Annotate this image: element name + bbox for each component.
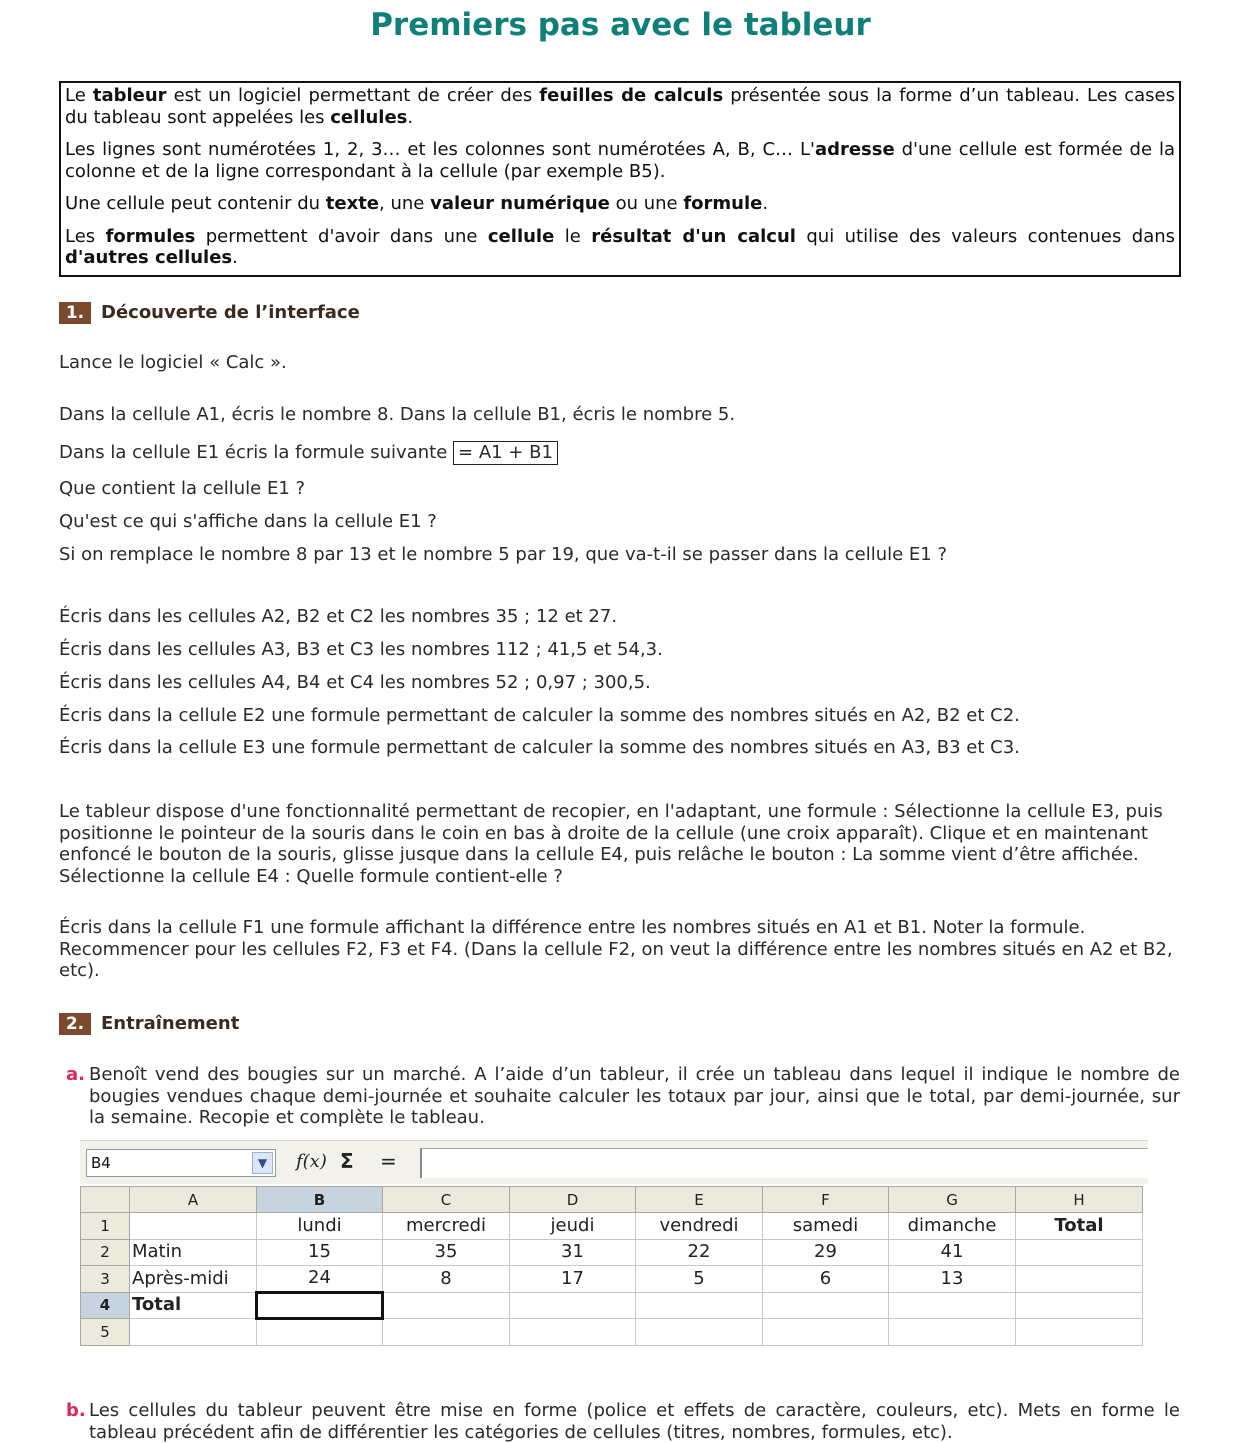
cell-h1[interactable]: Total	[1016, 1213, 1143, 1240]
row-header-1[interactable]: 1	[81, 1213, 130, 1240]
cell-f3[interactable]: 6	[763, 1266, 889, 1293]
cell-a3[interactable]: Après-midi	[130, 1266, 257, 1293]
exercise-a-letter: a.	[66, 1064, 85, 1085]
exercise-b-letter: b.	[66, 1400, 86, 1421]
cell-f1[interactable]: samedi	[763, 1213, 889, 1240]
cell-d4[interactable]	[510, 1292, 636, 1319]
instruction-line: Lance le logiciel « Calc ».	[59, 352, 287, 373]
cell-f4[interactable]	[763, 1292, 889, 1319]
table-row	[81, 1292, 1143, 1319]
row-header-5[interactable]: 5	[81, 1319, 130, 1346]
exercise-b	[66, 1400, 1180, 1443]
cell-g4[interactable]	[889, 1292, 1016, 1319]
section-1-title: Découverte de l’interface	[101, 302, 360, 323]
instruction-text: Dans la cellule E1 écris la formule suivante	[59, 442, 454, 463]
cell-a5[interactable]	[130, 1319, 257, 1346]
instruction-line: Écris dans les cellules A4, B4 et C4 les nombres 52 ; 0,97 ; 300,5.	[59, 672, 651, 693]
column-header-c[interactable]: C	[383, 1187, 510, 1213]
column-header-row	[81, 1187, 1143, 1213]
cell-d3[interactable]: 17	[510, 1266, 636, 1293]
cell-g3[interactable]: 13	[889, 1266, 1016, 1293]
cell-c3[interactable]: 8	[383, 1266, 510, 1293]
cell-b1[interactable]: lundi	[257, 1213, 383, 1240]
cell-b3[interactable]: 24	[257, 1266, 383, 1293]
cell-a2[interactable]: Matin	[130, 1239, 257, 1266]
exercise-a	[66, 1064, 1180, 1129]
page-title: Premiers pas avec le tableur	[370, 7, 871, 43]
cell-c5[interactable]	[383, 1319, 510, 1346]
column-header-a[interactable]: A	[130, 1187, 257, 1213]
column-header-g[interactable]: G	[889, 1187, 1016, 1213]
corner-cell[interactable]	[81, 1187, 130, 1213]
cell-h3[interactable]	[1016, 1266, 1143, 1293]
cell-e3[interactable]: 5	[636, 1266, 763, 1293]
cell-e5[interactable]	[636, 1319, 763, 1346]
cell-c4[interactable]	[383, 1292, 510, 1319]
instruction-line: Qu'est ce qui s'affiche dans la cellule E1 ?	[59, 511, 437, 532]
intro-paragraph-2: Les lignes sont numérotées 1, 2, 3… et les colonnes sont numérotées A, B, C… L'adresse d'une cellule est formée de la colonne et de la ligne correspondant à la cellule (par exemple B5).	[65, 139, 1175, 182]
intro-paragraph-1: Le tableur est un logiciel permettant de créer des feuilles de calculs présentée sous la forme d’un tableau. Les cases du tableau sont appelées les cellules.	[65, 85, 1176, 128]
cell-d2[interactable]: 31	[510, 1239, 636, 1266]
instruction-line: Écris dans les cellules A2, B2 et C2 les nombres 35 ; 12 et 27.	[59, 606, 618, 627]
cell-g1[interactable]: dimanche	[889, 1213, 1016, 1240]
instruction-line: Que contient la cellule E1 ?	[59, 478, 306, 499]
cell-c1[interactable]: mercredi	[383, 1213, 510, 1240]
instruction-line: Dans la cellule A1, écris le nombre 8. Dans la cellule B1, écris le nombre 5.	[59, 404, 736, 425]
cell-h5[interactable]	[1016, 1319, 1143, 1346]
section-1-heading	[59, 301, 360, 325]
instruction-line: Écris dans la cellule E2 une formule permettant de calculer la somme des nombres situés en A2, B2 et C2.	[59, 705, 1020, 726]
function-wizard-icon[interactable]: f(x)	[296, 1151, 327, 1172]
column-header-b[interactable]: B	[257, 1187, 383, 1213]
sum-icon[interactable]: Σ	[340, 1149, 354, 1173]
chevron-down-icon[interactable]: ▼	[252, 1152, 273, 1174]
column-header-e[interactable]: E	[636, 1187, 763, 1213]
name-box[interactable]	[86, 1149, 276, 1177]
cell-d5[interactable]	[510, 1319, 636, 1346]
equals-icon[interactable]: =	[380, 1149, 397, 1173]
cell-e4[interactable]	[636, 1292, 763, 1319]
spreadsheet-grid	[80, 1186, 1143, 1346]
row-header-3[interactable]: 3	[81, 1266, 130, 1293]
section-2-number: 2.	[59, 1013, 91, 1035]
column-header-d[interactable]: D	[510, 1187, 636, 1213]
instruction-line: Écris dans les cellules A3, B3 et C3 les nombres 112 ; 41,5 et 54,3.	[59, 639, 663, 660]
column-header-f[interactable]: F	[763, 1187, 889, 1213]
spreadsheet-screenshot	[80, 1140, 1148, 1350]
cell-g2[interactable]: 41	[889, 1239, 1016, 1266]
column-header-h[interactable]: H	[1016, 1187, 1143, 1213]
instruction-line	[59, 441, 1189, 465]
exercise-a-text: Benoît vend des bougies sur un marché. A l’aide d’un tableur, il crée un tableau dans lequel il indique le nombre de bougies vendues chaque demi-journée et souhaite calculer les totaux par jour, ainsi que le total, par demi-journée, sur la semaine. Recopie et complète le tableau.	[89, 1064, 1180, 1128]
table-row	[81, 1319, 1143, 1346]
cell-c2[interactable]: 35	[383, 1239, 510, 1266]
table-row	[81, 1266, 1143, 1293]
intro-paragraph-3: Une cellule peut contenir du texte, une valeur numérique ou une formule.	[65, 193, 769, 214]
row-header-4[interactable]: 4	[81, 1292, 130, 1319]
section-1-number: 1.	[59, 302, 91, 324]
table-row	[81, 1213, 1143, 1240]
section-2-title: Entraînement	[101, 1013, 240, 1034]
formula-toolbar	[80, 1140, 1148, 1184]
instruction-paragraph: Écris dans la cellule F1 une formule affichant la différence entre les nombres situés en A1 et B1. Noter la formule. Recommencer pour les cellules F2, F3 et F4. (Dans la cellule F2, on veut la différence entre les nombres situés en A2 et B2, etc).	[59, 917, 1173, 981]
cell-d1[interactable]: jeudi	[510, 1213, 636, 1240]
cell-b5[interactable]	[257, 1319, 383, 1346]
cell-b4-active[interactable]	[257, 1292, 383, 1319]
cell-g5[interactable]	[889, 1319, 1016, 1346]
cell-e2[interactable]: 22	[636, 1239, 763, 1266]
cell-h2[interactable]	[1016, 1239, 1143, 1266]
cell-h4[interactable]	[1016, 1292, 1143, 1319]
exercise-b-text: Les cellules du tableur peuvent être mise en forme (police et effets de caractère, couleurs, etc). Mets en forme le tableau précédent afin de différentier les catégories de cellules (titres, nombres, formules, etc).	[89, 1400, 1180, 1443]
cell-a1[interactable]	[130, 1213, 257, 1240]
formula-input[interactable]	[420, 1148, 1148, 1178]
intro-box	[59, 81, 1181, 277]
instruction-paragraph: Le tableur dispose d'une fonctionnalité permettant de recopier, en l'adaptant, une formule : Sélectionne la cellule E3, puis positionne le pointeur de la souris dans le coin en bas à droite de la cellule (une croix apparaît). Clique et en maintenant enfoncé le bouton de la souris, glisse jusque dans la cellule E4, puis relâche le bouton : La somme vient d’être affichée. Sélectionne la cellule E4 : Quelle formule contient-elle ?	[59, 801, 1163, 887]
cell-e1[interactable]: vendredi	[636, 1213, 763, 1240]
cell-b2[interactable]: 15	[257, 1239, 383, 1266]
formula-box: = A1 + B1	[453, 441, 558, 465]
cell-f2[interactable]: 29	[763, 1239, 889, 1266]
name-box-value: B4	[91, 1154, 111, 1172]
table-row	[81, 1239, 1143, 1266]
cell-f5[interactable]	[763, 1319, 889, 1346]
intro-paragraph-4: Les formules permettent d'avoir dans une cellule le résultat d'un calcul qui utilise des valeurs contenues dans d'autres cellules.	[65, 225, 1176, 268]
instruction-line: Si on remplace le nombre 8 par 13 et le nombre 5 par 19, que va-t-il se passer dans la cellule E1 ?	[59, 544, 948, 565]
section-2-heading	[59, 1012, 239, 1036]
instruction-line: Écris dans la cellule E3 une formule permettant de calculer la somme des nombres situés en A3, B3 et C3.	[59, 737, 1020, 758]
cell-a4[interactable]: Total	[130, 1292, 257, 1319]
row-header-2[interactable]: 2	[81, 1239, 130, 1266]
